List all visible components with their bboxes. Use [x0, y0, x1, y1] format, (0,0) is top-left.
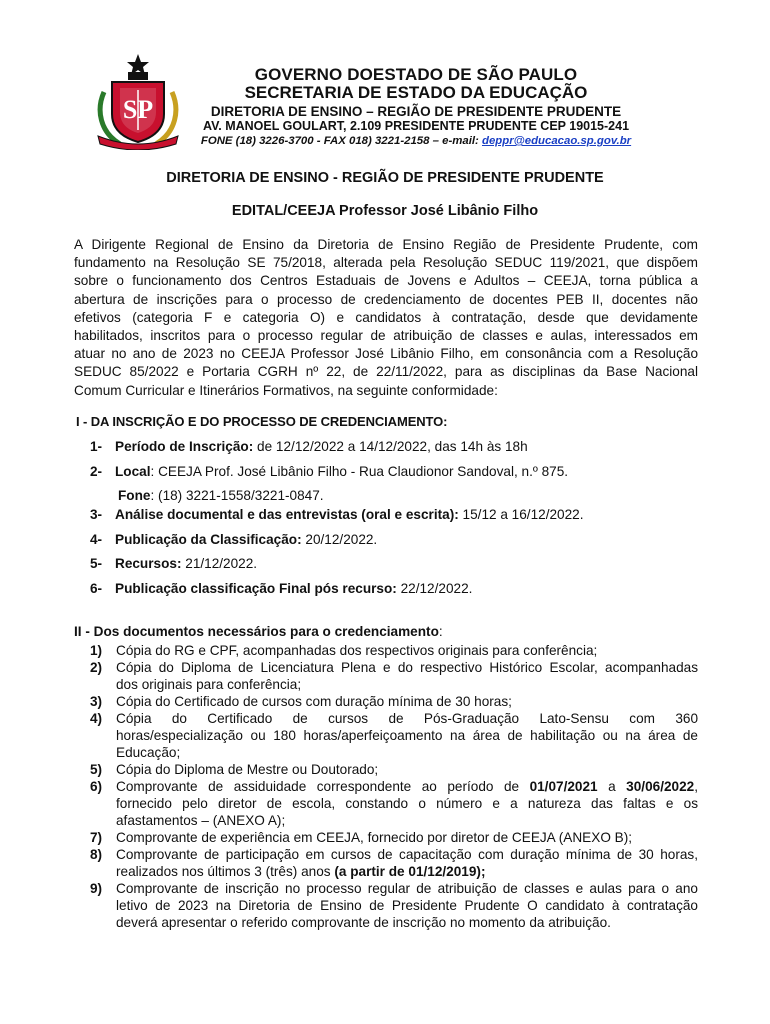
date-start: 01/07/2021 [529, 779, 598, 794]
intro-line: Comum Curricular e Itinerários Formativos, na seguinte conformidade: [74, 382, 498, 398]
item-number: 3- [90, 507, 103, 522]
section-1-item [90, 438, 528, 455]
item-label: Período de Inscrição: [115, 439, 254, 454]
intro-line: sobre o funcionamento dos Centros Estaduais de Jovens e Adultos – CEEJA, torna pública a [74, 273, 698, 289]
item-text: de 12/12/2022 a 14/12/2022, das 14h às 18h [253, 439, 528, 454]
list-text: fornecido pelo diretor de escola, constando o número e a natureza das faltas e os [116, 796, 698, 811]
intro-line: efetivos (categoria F e categoria O) e candidatos à contratação, desde que devidamente [74, 309, 698, 325]
list-item [74, 829, 698, 846]
text-span: a [597, 779, 627, 794]
list-text: dos originais para conferência; [116, 677, 302, 692]
list-text: Cópia do Certificado de cursos de Pós-Graduação Lato-Sensu com 360 [116, 711, 698, 726]
item-label: Publicação da Classificação: [115, 532, 302, 547]
list-number: 3) [90, 694, 103, 709]
header-directorate-line: DIRETORIA DE ENSINO – REGIÃO DE PRESIDENTE PRUDENTE [210, 104, 622, 119]
list-text: Educação; [116, 745, 181, 760]
list-number: 8) [90, 847, 103, 862]
list-text: horas/especialização ou 180 horas/aperfeiçoamento na área de habilitação ou na área de [116, 728, 698, 743]
list-item [74, 846, 698, 880]
list-item [74, 778, 698, 829]
date-range: (a partir de 01/12/2019); [334, 864, 486, 879]
item-number: 1- [90, 439, 103, 454]
text-span: Comprovante de assiduidade correspondente ao período de [116, 779, 530, 794]
letterhead [0, 0, 770, 160]
list-text: letivo de 2023 na Diretoria de Ensino de Presidente Prudente O candidato à contratação [116, 898, 698, 913]
header-contact-line [186, 134, 646, 148]
list-number: 1) [90, 643, 103, 658]
item-number: 4- [90, 532, 103, 547]
intro-line: SEDUC 85/2022 e Portaria CGRH nº 22, de 22/11/2022, para as disciplinas da Base Nacional [74, 364, 698, 380]
intro-paragraph [74, 236, 698, 400]
item-label: Recursos: [115, 556, 182, 571]
section-2-heading [74, 624, 443, 639]
item-number: 5- [90, 556, 103, 571]
list-text: Cópia do Diploma de Licenciatura Plena e do respectivo Histórico Escolar, acompanhadas [116, 660, 698, 675]
item-text: 22/12/2022. [396, 581, 473, 596]
coat-of-arms-sp-logo [90, 52, 186, 150]
section-1-item [90, 506, 584, 523]
list-number: 2) [90, 660, 103, 675]
phone-label: Fone [118, 488, 151, 503]
list-number: 9) [90, 881, 103, 896]
date-end: 30/06/2022 [626, 779, 695, 794]
section-1-item [90, 531, 377, 548]
list-item [74, 710, 698, 761]
section-2-heading-text: II - Dos documentos necessários para o credenciamento [74, 624, 439, 639]
document-subtitle: EDITAL/CEEJA Professor José Libânio Filho [231, 203, 539, 219]
text-span: , [694, 779, 698, 794]
section-1-item [90, 463, 568, 480]
item-number: 6- [90, 581, 103, 596]
header-email-link[interactable]: deppr@educacao.sp.gov.br [482, 135, 632, 147]
document-title: DIRETORIA DE ENSINO - REGIÃO DE PRESIDENTE PRUDENTE [166, 170, 604, 186]
header-secretariat-line: SECRETARIA DE ESTADO DA EDUCAÇÃO [244, 83, 588, 102]
item-text: 21/12/2022. [181, 556, 258, 571]
list-text: deverá apresentar o referido comprovante de inscrição no momento da atribuição. [116, 915, 611, 930]
list-text [116, 863, 698, 880]
item-number: 2- [90, 464, 103, 479]
section-2-heading-colon: : [438, 624, 443, 639]
header-phone-fax: FONE (18) 3226-3700 - FAX 018) 3221-2158 – e-mail: [200, 135, 482, 147]
list-text: Cópia do Certificado de cursos com duração mínima de 30 horas; [116, 694, 512, 709]
section-1-heading: I - DA INSCRIÇÃO E DO PROCESSO DE CREDENCIAMENTO: [76, 414, 448, 429]
text-span: realizados nos últimos 3 (três) anos [116, 864, 335, 879]
header-government-line: GOVERNO DOESTADO DE SÃO PAULO [254, 65, 578, 84]
intro-line: atuar no ano de 2023 no CEEJA Professor José Libânio Filho, em consonância com a Resolução [74, 346, 698, 362]
list-number: 6) [90, 779, 103, 794]
item-label: Análise documental e das entrevistas (oral e escrita): [115, 507, 459, 522]
section-1-item [90, 580, 472, 597]
list-text: Comprovante de inscrição no processo regular de atribuição de classes e aulas para o ano [116, 881, 698, 896]
documents-list [74, 642, 698, 931]
item-text: 20/12/2022. [301, 532, 378, 547]
list-text: Comprovante de experiência em CEEJA, fornecido por diretor de CEEJA (ANEXO B); [116, 830, 633, 845]
list-item [74, 642, 698, 659]
section-1-item [90, 555, 257, 572]
phone-text: : (18) 3221-1558/3221-0847. [150, 488, 324, 503]
item-label: Local [115, 464, 151, 479]
header-address-line: AV. MANOEL GOULART, 2.109 PRESIDENTE PRUDENTE CEP 19015-241 [202, 119, 630, 133]
list-item [74, 659, 698, 693]
item-text: : CEEJA Prof. José Libânio Filho - Rua Claudionor Sandoval, n.º 875. [150, 464, 569, 479]
list-text: Cópia do Diploma de Mestre ou Doutorado; [116, 762, 379, 777]
list-item [74, 761, 698, 778]
list-number: 4) [90, 711, 103, 726]
list-text: Cópia do RG e CPF, acompanhadas dos respectivos originais para conferência; [116, 643, 598, 658]
intro-line: A Dirigente Regional de Ensino da Diretoria de Ensino Região de Presidente Prudente, com [74, 237, 698, 252]
list-text [116, 778, 698, 795]
intro-line: habilitados, inscritos para o processo regular de atribuição de classes e aulas, interessados em [74, 328, 698, 344]
list-text: Comprovante de participação em cursos de capacitação com duração mínima de 30 horas, [116, 847, 698, 862]
section-1-phone [118, 488, 324, 503]
intro-line: abertura de inscrições para o processo de credenciamento de docentes PEB II, docentes não [74, 291, 698, 307]
list-number: 7) [90, 830, 103, 845]
item-text: 15/12 a 16/12/2022. [458, 507, 584, 522]
list-item [74, 693, 698, 710]
list-text: afastamentos – (ANEXO A); [116, 813, 286, 828]
list-item [74, 880, 698, 931]
svg-text:SP: SP [122, 95, 154, 124]
intro-line: fundamento na Resolução SE 75/2018, alterada pela Resolução SEDUC 119/2021, que dispõem [74, 255, 698, 271]
list-number: 5) [90, 762, 103, 777]
item-label: Publicação classificação Final pós recurso: [115, 581, 397, 596]
